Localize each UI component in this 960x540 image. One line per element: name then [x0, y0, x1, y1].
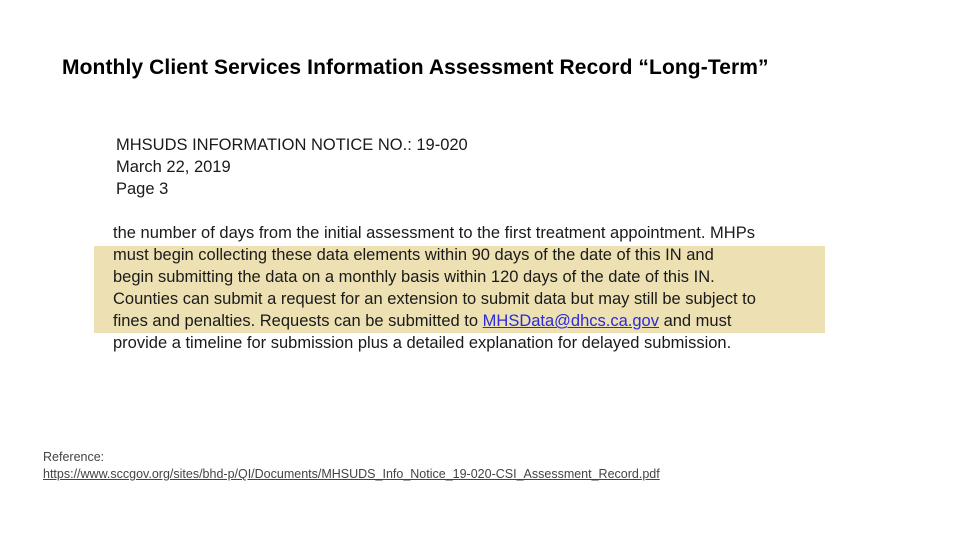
email-link[interactable]: MHSData@dhcs.ca.gov	[482, 312, 659, 330]
slide-title: Monthly Client Services Information Assessment Record “Long-Term”	[62, 56, 769, 79]
body-line: provide a timeline for submission plus a detailed explanation for delayed submission.	[113, 334, 732, 352]
body-text-segment: fines and penalties. Requests can be submitted to	[113, 312, 483, 330]
reference-block	[43, 449, 660, 483]
notice-body	[113, 222, 756, 354]
notice-date: March 22, 2019	[116, 158, 231, 176]
reference-label: Reference:	[43, 450, 105, 464]
body-line	[113, 310, 756, 332]
body-line: Counties can submit a request for an extension to submit data but may still be subject to	[113, 290, 756, 308]
notice-number: MHSUDS INFORMATION NOTICE NO.: 19-020	[116, 136, 468, 154]
body-line: begin submitting the data on a monthly basis within 120 days of the date of this IN.	[113, 268, 715, 286]
notice-excerpt-image	[94, 134, 834, 354]
body-line: the number of days from the initial assessment to the first treatment appointment. MHPs	[113, 224, 755, 242]
notice-page: Page 3	[116, 180, 169, 198]
notice-header	[116, 134, 468, 200]
body-line: must begin collecting these data elements within 90 days of the date of this IN and	[113, 246, 714, 264]
body-text-segment: and must	[658, 312, 732, 330]
reference-url-link[interactable]: https://www.sccgov.org/sites/bhd-p/QI/Documents/MHSUDS_Info_Notice_19-020-CSI_Assessment_Record.pdf	[43, 467, 660, 481]
